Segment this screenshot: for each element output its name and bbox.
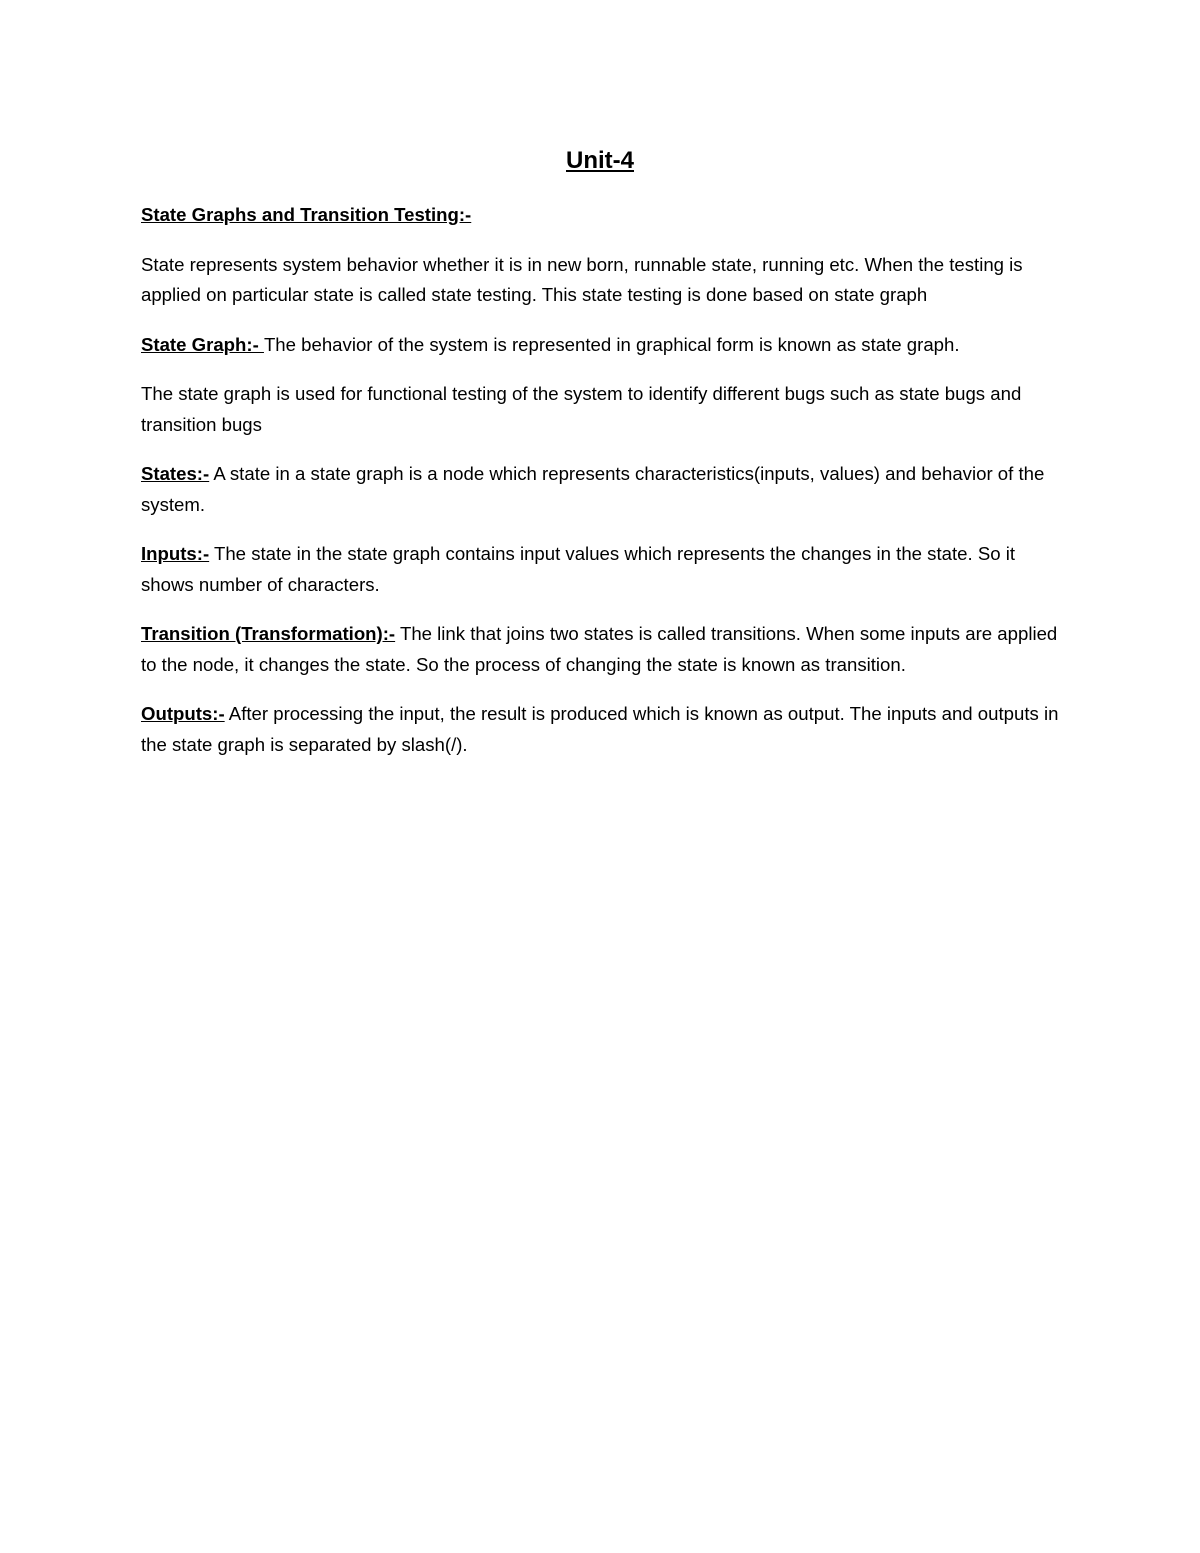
intro-paragraph: State represents system behavior whether it is in new born, runnable state, running etc. When the testing is applied on particular state is called state testing. This state testing is done based on state graph	[141, 253, 1023, 305]
transition-paragraph	[141, 619, 1059, 680]
inputs-label: Inputs:-	[141, 543, 210, 564]
inputs-text: The state in the state graph contains input values which represents the changes in the state. So it shows number of characters.	[141, 543, 1016, 595]
transition-label: Transition (Transformation):-	[141, 623, 396, 644]
outputs-paragraph	[141, 699, 1059, 760]
states-paragraph	[141, 459, 1059, 520]
state-graph-label: State Graph:-	[141, 333, 264, 355]
page-title: Unit-4	[566, 147, 634, 174]
usage-paragraph: The state graph is used for functional testing of the system to identify different bugs such as state bugs and transition bugs	[141, 383, 1022, 435]
inputs-paragraph	[141, 539, 1059, 600]
transition-text: The link that joins two states is called transitions. When some inputs are applied to the node, it changes the state. So the process of changing the state is known as transition.	[141, 623, 1058, 675]
document-body	[141, 200, 1059, 779]
states-text: A state in a state graph is a node which represents characteristics(inputs, values) and behavior of the system.	[141, 463, 1045, 515]
section-heading: State Graphs and Transition Testing:-	[141, 204, 472, 225]
state-graph-text: The behavior of the system is represented in graphical form is known as state graph.	[263, 333, 960, 355]
outputs-label: Outputs:-	[141, 703, 225, 724]
states-label: States:-	[141, 463, 210, 484]
outputs-text: After processing the input, the result is produced which is known as output. The inputs and outputs in the state graph is separated by slash(/).	[141, 703, 1059, 755]
state-graph-paragraph	[141, 330, 1059, 361]
